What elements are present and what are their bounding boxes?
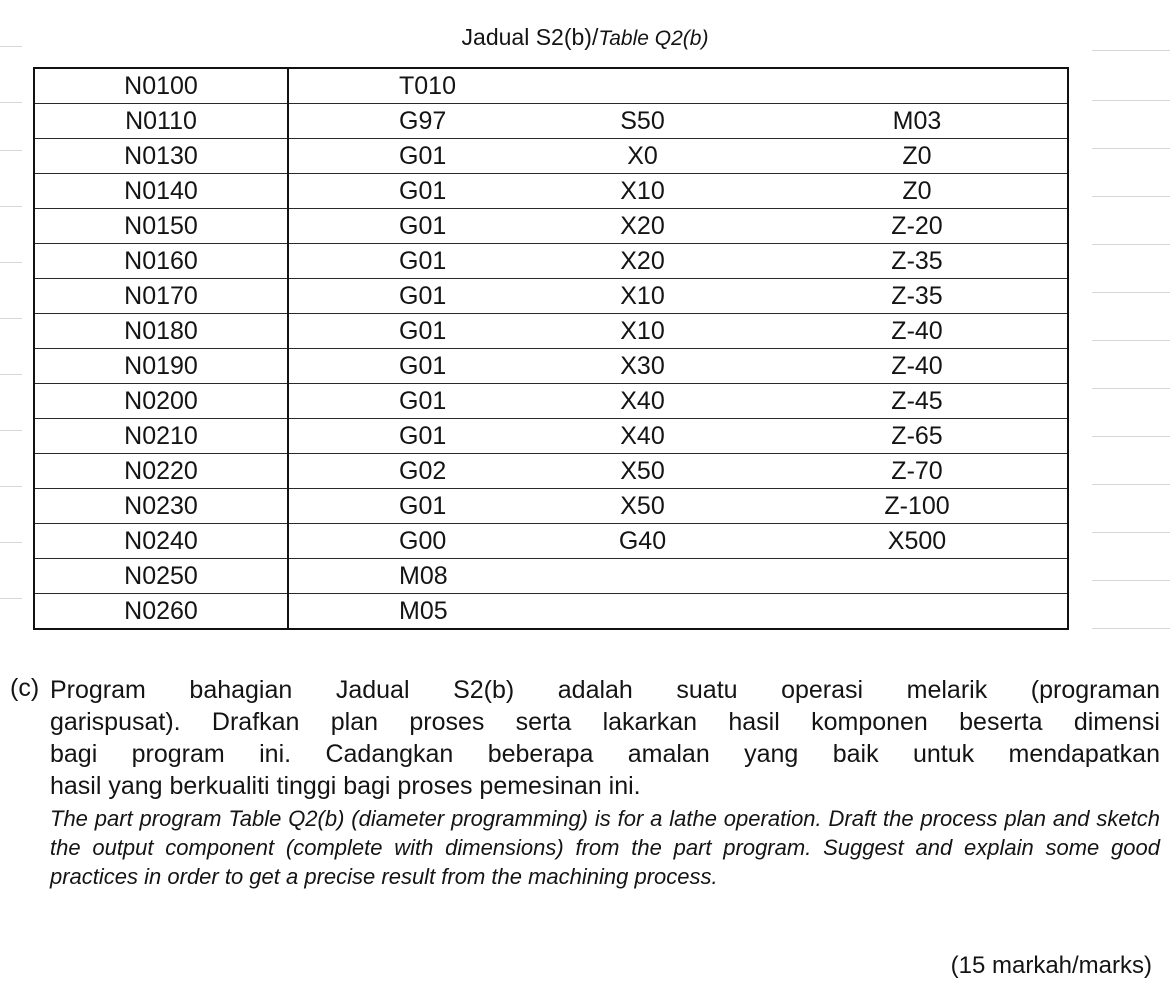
question-label: (c): [10, 674, 40, 702]
block-number-cell: N0200: [34, 384, 288, 419]
code-cell: T010: [288, 68, 518, 104]
param-cell: X40: [518, 419, 767, 454]
code-cell: G00: [288, 524, 518, 559]
block-number-cell: N0110: [34, 104, 288, 139]
code-cell: G01: [288, 279, 518, 314]
param-cell: [767, 594, 1068, 630]
question-c: [10, 674, 1160, 891]
block-number-cell: N0250: [34, 559, 288, 594]
code-cell: M08: [288, 559, 518, 594]
param-cell: M03: [767, 104, 1068, 139]
code-cell: M05: [288, 594, 518, 630]
block-number-cell: N0150: [34, 209, 288, 244]
malay-line: hasil yang berkualiti tinggi bagi proses pemesinan ini.: [50, 772, 641, 800]
margin-rule: [1092, 580, 1170, 581]
english-text: The part program Table Q2(b) (diameter programming) is for a lathe operation. Draft the process plan and sketch the output component (complete with dimensions) from the part program. Suggest and explain some good practices in order to get a precise result from the machining process.: [50, 806, 1160, 889]
margin-rule: [1092, 196, 1170, 197]
code-cell: G01: [288, 174, 518, 209]
table-row: [34, 454, 1068, 489]
param-cell: Z-40: [767, 314, 1068, 349]
code-cell: G01: [288, 419, 518, 454]
param-cell: Z0: [767, 139, 1068, 174]
table-row: [34, 139, 1068, 174]
param-cell: [518, 559, 767, 594]
param-cell: Z-65: [767, 419, 1068, 454]
margin-rule: [1092, 148, 1170, 149]
malay-line: garispusat). Drafkan plan proses serta lakarkan hasil komponen beserta dimensi: [50, 708, 1160, 736]
margin-rule: [0, 150, 22, 151]
table-row: [34, 244, 1068, 279]
margin-rule: [1092, 244, 1170, 245]
table-row: [34, 349, 1068, 384]
code-cell: G01: [288, 244, 518, 279]
table-row: [34, 419, 1068, 454]
param-cell: X20: [518, 244, 767, 279]
block-number-cell: N0190: [34, 349, 288, 384]
code-cell: G01: [288, 139, 518, 174]
caption-italic: Table Q2(b): [598, 27, 709, 50]
margin-rule: [1092, 388, 1170, 389]
table-row: [34, 559, 1068, 594]
param-cell: X500: [767, 524, 1068, 559]
param-cell: X50: [518, 454, 767, 489]
margin-rule: [0, 542, 22, 543]
block-number-cell: N0240: [34, 524, 288, 559]
margin-rule: [1092, 436, 1170, 437]
margin-rule: [1092, 100, 1170, 101]
code-cell: G01: [288, 349, 518, 384]
margin-rule: [1092, 628, 1170, 629]
margin-rule: [0, 102, 22, 103]
block-number-cell: N0140: [34, 174, 288, 209]
param-cell: X10: [518, 279, 767, 314]
table-row: [34, 314, 1068, 349]
param-cell: Z0: [767, 174, 1068, 209]
table-row: [34, 104, 1068, 139]
malay-line: Program bahagian Jadual S2(b) adalah suatu operasi melarik (programan: [50, 676, 1160, 704]
table-row: [34, 279, 1068, 314]
param-cell: Z-45: [767, 384, 1068, 419]
table-row: [34, 384, 1068, 419]
margin-rule: [1092, 532, 1170, 533]
param-cell: [767, 68, 1068, 104]
code-cell: G02: [288, 454, 518, 489]
block-number-cell: N0260: [34, 594, 288, 630]
code-cell: G01: [288, 314, 518, 349]
marks-allocation: (15 markah/marks): [950, 952, 1152, 979]
table-row: [34, 209, 1068, 244]
param-cell: X40: [518, 384, 767, 419]
block-number-cell: N0170: [34, 279, 288, 314]
margin-rule: [1092, 484, 1170, 485]
param-cell: X0: [518, 139, 767, 174]
param-cell: Z-40: [767, 349, 1068, 384]
param-cell: X20: [518, 209, 767, 244]
param-cell: [518, 68, 767, 104]
table-row: [34, 174, 1068, 209]
table-row: [34, 524, 1068, 559]
margin-rule: [0, 374, 22, 375]
param-cell: X10: [518, 314, 767, 349]
margin-rule: [1092, 292, 1170, 293]
margin-rule: [1092, 340, 1170, 341]
block-number-cell: N0180: [34, 314, 288, 349]
caption-main: Jadual S2(b)/: [461, 24, 599, 50]
table-caption: [0, 24, 1170, 51]
margin-rule: [0, 430, 22, 431]
block-number-cell: N0100: [34, 68, 288, 104]
margin-rule: [0, 206, 22, 207]
param-cell: Z-100: [767, 489, 1068, 524]
margin-rule: [0, 598, 22, 599]
block-number-cell: N0210: [34, 419, 288, 454]
margin-rule: [0, 262, 22, 263]
table-row: [34, 68, 1068, 104]
param-cell: G40: [518, 524, 767, 559]
part-program-table: [33, 67, 1069, 630]
margin-rule: [0, 486, 22, 487]
param-cell: X30: [518, 349, 767, 384]
param-cell: Z-20: [767, 209, 1068, 244]
table-row: [34, 489, 1068, 524]
param-cell: X10: [518, 174, 767, 209]
code-cell: G01: [288, 209, 518, 244]
margin-rule: [0, 318, 22, 319]
code-cell: G01: [288, 489, 518, 524]
param-cell: Z-35: [767, 244, 1068, 279]
malay-line: bagi program ini. Cadangkan beberapa amalan yang baik untuk mendapatkan: [50, 740, 1160, 768]
code-cell: G97: [288, 104, 518, 139]
param-cell: [767, 559, 1068, 594]
block-number-cell: N0220: [34, 454, 288, 489]
block-number-cell: N0230: [34, 489, 288, 524]
param-cell: X50: [518, 489, 767, 524]
block-number-cell: N0160: [34, 244, 288, 279]
param-cell: Z-70: [767, 454, 1068, 489]
code-cell: G01: [288, 384, 518, 419]
param-cell: [518, 594, 767, 630]
param-cell: Z-35: [767, 279, 1068, 314]
param-cell: S50: [518, 104, 767, 139]
table-row: [34, 594, 1068, 630]
block-number-cell: N0130: [34, 139, 288, 174]
